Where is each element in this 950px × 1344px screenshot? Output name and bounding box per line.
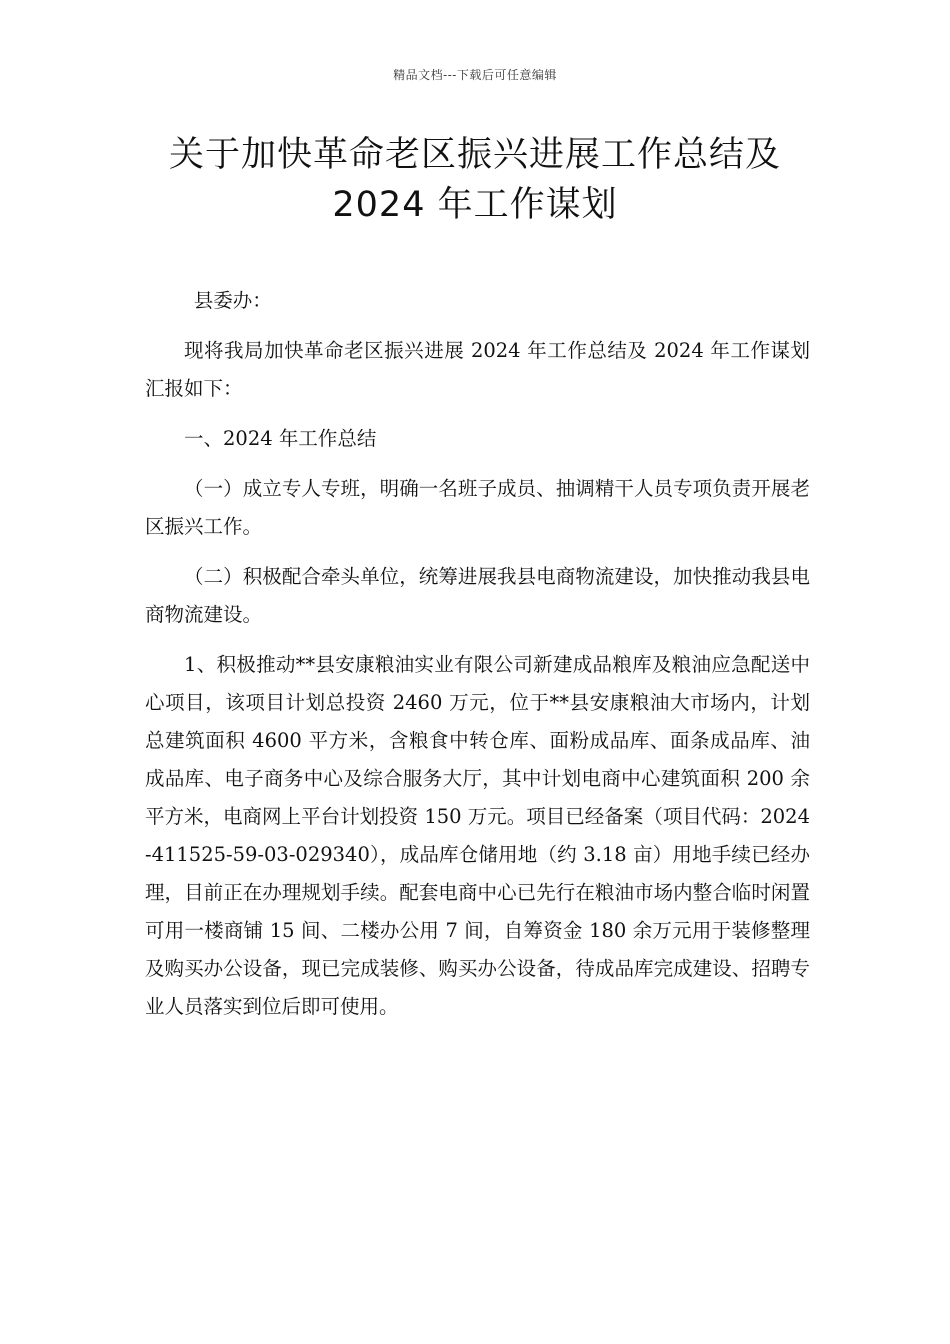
intro-paragraph: 现将我局加快革命老区振兴进展 2024 年工作总结及 2024 年工作谋划汇报如下： xyxy=(145,339,810,400)
document-title xyxy=(100,130,850,230)
paragraph-item-2: （二）积极配合牵头单位，统筹进展我县电商物流建设，加快推动我县电商物流建设。 xyxy=(145,565,810,626)
salutation: 县委办： xyxy=(193,289,272,312)
document-body xyxy=(145,282,810,1038)
title-line-1: 关于加快革命老区振兴进展工作总结及 xyxy=(168,135,781,175)
section-heading: 一、2024 年工作总结 xyxy=(184,427,377,450)
paragraph-item-1: （一）成立专人专班，明确一名班子成员、抽调精干人员专项负责开展老区振兴工作。 xyxy=(145,477,810,538)
title-line-2: 2024 年工作谋划 xyxy=(332,185,618,225)
header-note: 精品文档---下载后可任意编辑 xyxy=(393,68,557,82)
paragraph-project-detail: 1、积极推动**县安康粮油实业有限公司新建成品粮库及粮油应急配送中心项目，该项目计划总投资 2460 万元，位于**县安康粮油大市场内，计划总建筑面积 4600 平方米，含粮食中转仓库、面粉成品库、面条成品库、油成品库、电子商务中心及综合服务大厅，其中计划电商中心建筑面积 200 余平方米，电商网上平台计划投资 150 万元。项目已经备案（项目代码：2024-411525-59-03-029340），成品库仓储用地（约 3.18 亩）用地手续已经办理，目前正在办理规划手续。配套电商中心已先行在粮油市场内整合临时闲置可用一楼商铺 15 间、二楼办公用 7 间，自筹资金 180 余万元用于装修整理及购买办公设备，现已完成装修、购买办公设备，待成品库完成建设、招聘专业人员落实到位后即可使用。 xyxy=(145,653,810,1018)
